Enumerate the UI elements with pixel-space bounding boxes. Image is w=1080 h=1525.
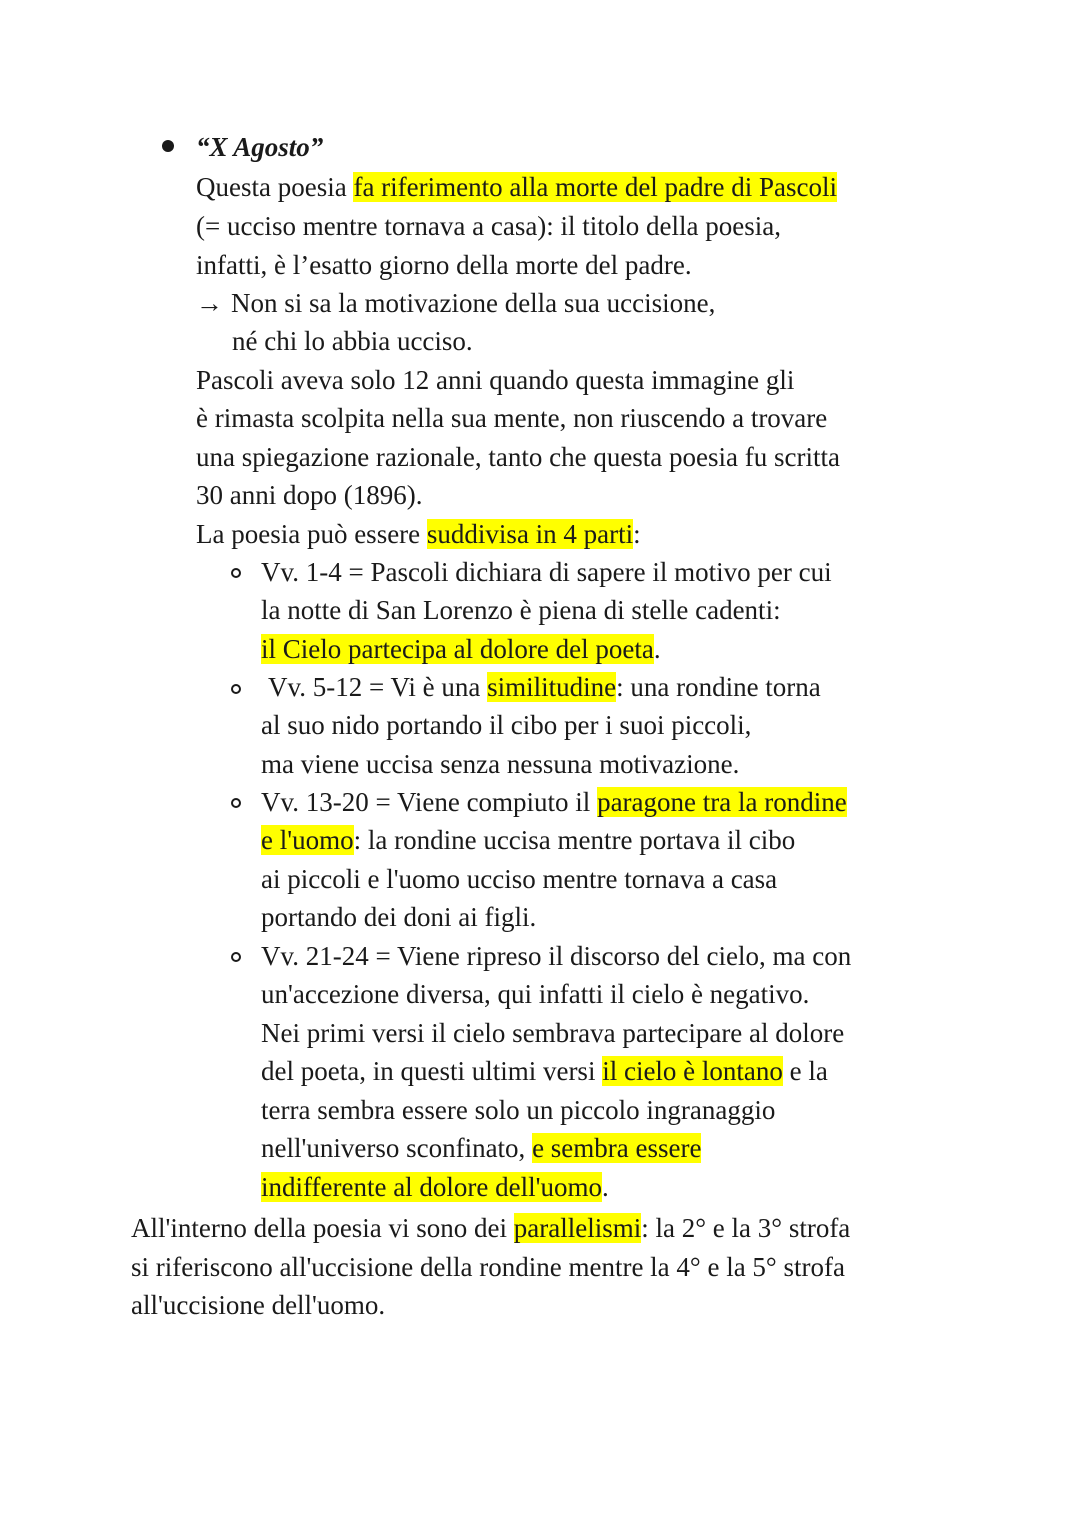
closing-line-1: All'interno della poesia vi sono dei parallelismi: la 2° e la 3° strofa <box>131 1213 851 1243</box>
highlight: paragone tra la rondine <box>597 787 847 817</box>
bullet-dot-icon <box>162 140 174 152</box>
part-3-line-3: ai piccoli e l'uomo ucciso mentre tornava a casa <box>261 864 778 894</box>
highlight: indifferente al dolore dell'uomo <box>261 1172 603 1202</box>
part-2-line-1: Vv. 5-12 = Vi è una similitudine: una rondine torna <box>268 672 821 702</box>
part-3-line-1: Vv. 13-20 = Viene compiuto il paragone tra la rondine <box>261 787 847 817</box>
circle-bullet-icon <box>231 798 241 808</box>
highlight: similitudine <box>487 672 617 702</box>
part-4-line-3: Nei primi versi il cielo sembrava partecipare al dolore <box>261 1018 845 1048</box>
poem-title: “X Agosto” <box>196 132 324 162</box>
part-4-line-5: terra sembra essere solo un piccolo ingranaggio <box>261 1095 776 1125</box>
highlight: suddivisa in 4 parti <box>426 519 634 549</box>
intro-line-10: La poesia può essere suddivisa in 4 parti: <box>196 519 641 549</box>
highlight: parallelismi <box>513 1213 642 1243</box>
closing-line-2: si riferiscono all'uccisione della rondine mentre la 4° e la 5° strofa <box>131 1252 845 1282</box>
circle-bullet-icon <box>231 568 241 578</box>
highlight: e sembra essere <box>532 1133 702 1163</box>
part-1-line-2: la notte di San Lorenzo è piena di stelle cadenti: <box>261 595 781 625</box>
intro-line-9: 30 anni dopo (1896). <box>196 480 423 510</box>
part-4-line-1: Vv. 21-24 = Viene ripreso il discorso del cielo, ma con <box>261 941 852 971</box>
intro-line-2: (= ucciso mentre tornava a casa): il titolo della poesia, <box>196 211 782 241</box>
part-2-line-3: ma viene uccisa senza nessuna motivazione. <box>261 749 740 779</box>
highlight: e l'uomo <box>261 825 354 855</box>
part-1-line-1: Vv. 1-4 = Pascoli dichiara di sapere il motivo per cui <box>261 557 832 587</box>
intro-line-7: è rimasta scolpita nella sua mente, non riuscendo a trovare <box>196 403 828 433</box>
highlight: il Cielo partecipa al dolore del poeta <box>261 634 654 664</box>
arrow-right-icon: → <box>196 288 223 318</box>
intro-line-5: né chi lo abbia ucciso. <box>232 326 473 356</box>
intro-line-4: → Non si sa la motivazione della sua uccisione, <box>196 284 715 322</box>
highlight: il cielo è lontano <box>602 1056 783 1086</box>
part-3-line-2: e l'uomo: la rondine uccisa mentre portava il cibo <box>261 825 796 855</box>
part-4-line-6: nell'universo sconfinato, e sembra essere <box>261 1133 702 1163</box>
part-4-line-4: del poeta, in questi ultimi versi il cielo è lontano e la <box>261 1056 828 1086</box>
part-1-line-3: il Cielo partecipa al dolore del poeta. <box>261 634 661 664</box>
intro-line-1: Questa poesia fa riferimento alla morte del padre di Pascoli <box>196 172 838 202</box>
highlight: fa riferimento alla morte del padre di Pascoli <box>353 172 838 202</box>
circle-bullet-icon <box>231 952 241 962</box>
part-3-line-4: portando dei doni ai figli. <box>261 902 537 932</box>
intro-line-6: Pascoli aveva solo 12 anni quando questa immagine gli <box>196 365 795 395</box>
part-4-line-7: indifferente al dolore dell'uomo. <box>261 1172 609 1202</box>
intro-line-8: una spiegazione razionale, tanto che questa poesia fu scritta <box>196 442 840 472</box>
part-2-line-2: al suo nido portando il cibo per i suoi piccoli, <box>261 710 752 740</box>
circle-bullet-icon <box>231 684 241 694</box>
intro-line-3: infatti, è l’esatto giorno della morte del padre. <box>196 250 692 280</box>
closing-line-3: all'uccisione dell'uomo. <box>131 1290 386 1320</box>
part-4-line-2: un'accezione diversa, qui infatti il cielo è negativo. <box>261 979 810 1009</box>
